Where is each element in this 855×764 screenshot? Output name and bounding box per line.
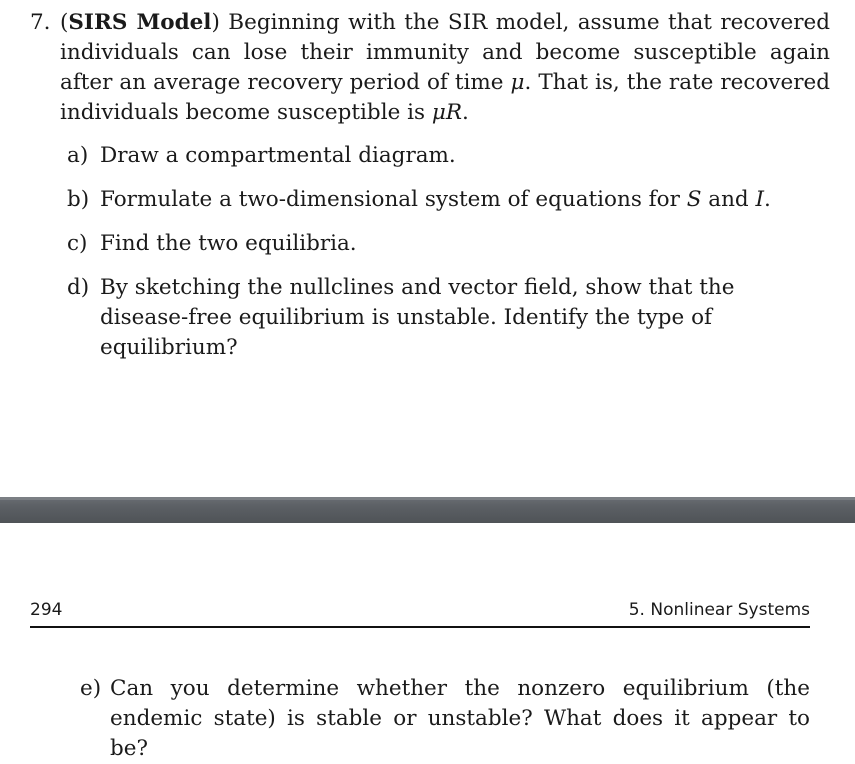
- problem-title: SIRS Model: [68, 10, 212, 35]
- part-text: Formulate a two-dimensional system of equations for S and I.: [100, 187, 771, 212]
- part-label: c): [67, 231, 88, 256]
- problem-7: [30, 8, 830, 128]
- problem-parts: [67, 141, 827, 377]
- running-header: [30, 598, 810, 628]
- part-label: d): [67, 275, 90, 300]
- part-a: [67, 141, 827, 171]
- section-title: 5. Nonlinear Systems: [628, 600, 810, 620]
- part-label: e): [80, 676, 102, 701]
- page-break-divider: [0, 497, 855, 523]
- problem-statement: (SIRS Model) Beginning with the SIR model, assume that recovered individuals can lose their immunity and become susceptible again after an average recovery period of time μ. That is, the rate recovered individuals become susceptible is μR.: [60, 10, 831, 125]
- part-d: [67, 273, 827, 363]
- part-e: [80, 674, 810, 764]
- part-text: By sketching the nullclines and vector field, show that the disease-free equilibrium is unstable. Identify the type of equilibrium?: [100, 275, 735, 360]
- part-b: [67, 185, 827, 215]
- math-mu: μ: [510, 70, 525, 95]
- part-label: b): [67, 187, 90, 212]
- math-mu-r: μR: [431, 100, 463, 125]
- math-i: I: [755, 187, 765, 212]
- part-label: a): [67, 143, 89, 168]
- part-text: Find the two equilibria.: [100, 231, 357, 256]
- page-number: 294: [30, 600, 63, 620]
- part-text: Draw a compartmental diagram.: [100, 143, 456, 168]
- problem-number: 7.: [30, 10, 51, 35]
- part-text: Can you determine whether the nonzero equilibrium (the endemic state) is stable or unstable? What does it appear to be?: [110, 676, 810, 761]
- math-s: S: [686, 187, 702, 212]
- part-c: [67, 229, 827, 259]
